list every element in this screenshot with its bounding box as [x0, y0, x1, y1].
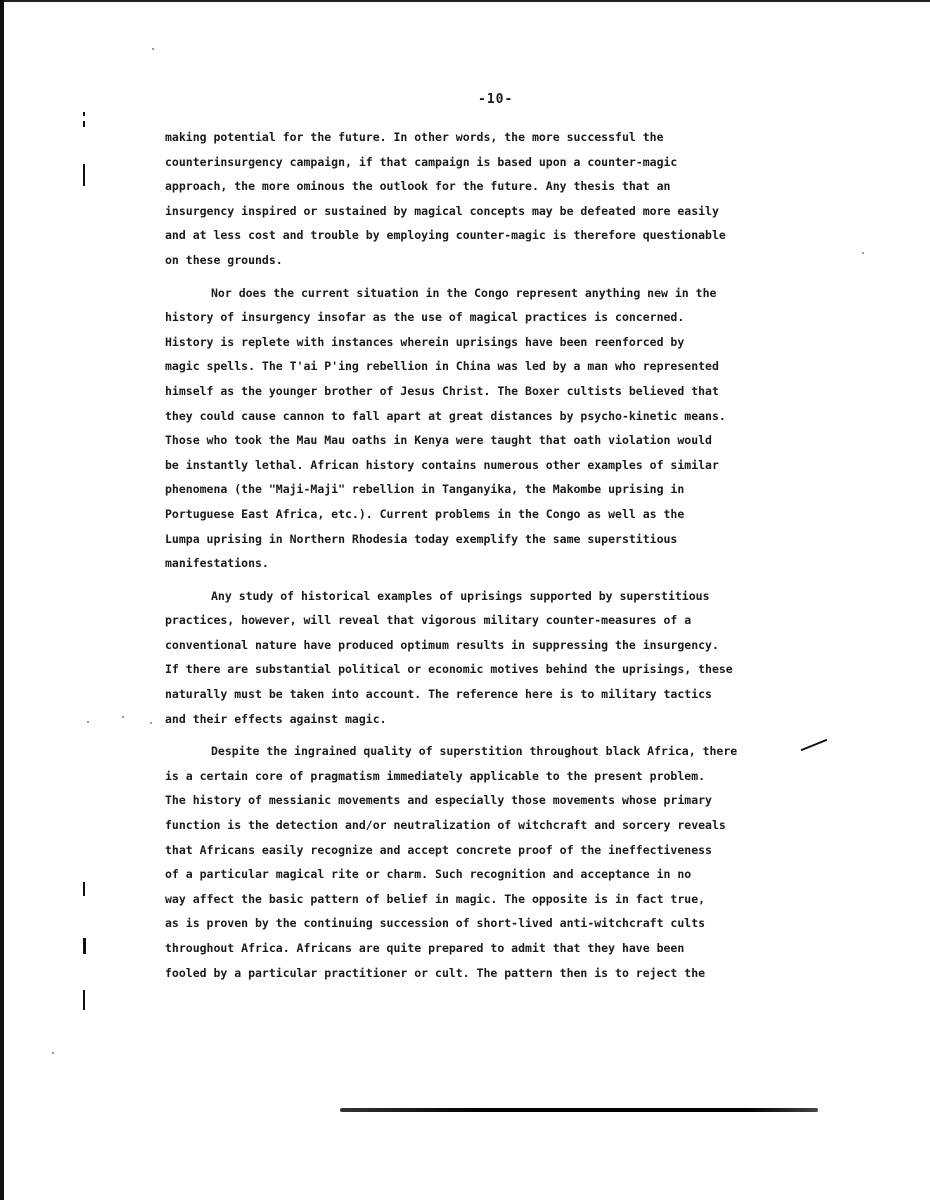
margin-mark — [83, 121, 85, 127]
paragraph-4 — [165, 739, 845, 985]
text-line: making potential for the future. In other words, the more successful the — [165, 130, 664, 144]
text-line: function is the detection and/or neutralization of witchcraft and sorcery reveals — [165, 818, 726, 833]
text-line: conventional nature have produced optimum results in suppressing the insurgency. — [165, 637, 719, 652]
text-line: fooled by a particular practitioner or cult. The pattern then is to reject the — [165, 965, 706, 980]
paragraph-1 — [165, 125, 845, 273]
scan-speck — [862, 252, 864, 254]
text-line: himself as the younger brother of Jesus Christ. The Boxer cultists believed that — [165, 383, 719, 398]
text-line: Despite the ingrained quality of superstition throughout black Africa, there — [211, 744, 738, 759]
text-line: and their effects against magic. — [165, 711, 387, 726]
paragraph-2 — [165, 281, 845, 576]
text-line: that Africans easily recognize and accept concrete proof of the ineffectiveness — [165, 842, 712, 857]
text-line: insurgency inspired or sustained by magical concepts may be defeated more easily — [165, 203, 719, 218]
text-line: is a certain core of pragmatism immediately applicable to the present problem. — [165, 768, 706, 783]
text-line: of a particular magical rite or charm. Such recognition and acceptance in no — [165, 867, 692, 882]
text-line: naturally must be taken into account. The reference here is to military tactics — [165, 687, 712, 702]
text-line: practices, however, will reveal that vigorous military counter-measures of a — [165, 613, 692, 628]
text-line: be instantly lethal. African history contains numerous other examples of similar — [165, 457, 719, 472]
text-line: If there are substantial political or economic motives behind the uprisings, these — [165, 662, 733, 677]
text-line: Any study of historical examples of uprisings supported by superstitious — [211, 588, 710, 603]
margin-mark — [83, 938, 86, 954]
text-line: way affect the basic pattern of belief in magic. The opposite is in fact true, — [165, 891, 706, 906]
text-line: history of insurgency insofar as the use of magical practices is concerned. — [165, 310, 685, 325]
text-line: as is proven by the continuing succession of short-lived anti-witchcraft cults — [165, 916, 706, 931]
text-line: and at less cost and trouble by employing counter-magic is therefore questionable — [165, 228, 726, 243]
text-line: Portuguese East Africa, etc.). Current problems in the Congo as well as the — [165, 506, 685, 521]
page-edge-top — [0, 0, 930, 2]
page-edge-left — [0, 0, 4, 1200]
text-line: Those who took the Mau Mau oaths in Kenya were taught that oath violation would — [165, 433, 712, 448]
text-line: approach, the more ominous the outlook for the future. Any thesis that an — [165, 179, 671, 194]
scan-speck — [122, 716, 124, 718]
bottom-rule-line — [340, 1108, 818, 1112]
scan-speck — [87, 721, 89, 723]
text-line: on these grounds. — [165, 252, 283, 267]
document-body — [165, 125, 845, 993]
scan-speck — [52, 1052, 54, 1054]
margin-mark — [83, 882, 85, 896]
margin-mark — [83, 112, 85, 116]
margin-mark — [83, 164, 85, 186]
page-number: -10- — [478, 92, 514, 107]
text-line: phenomena (the "Maji-Maji" rebellion in Tanganyika, the Makombe uprising in — [165, 482, 685, 497]
text-line: magic spells. The T'ai P'ing rebellion in China was led by a man who represented — [165, 359, 719, 374]
margin-mark — [83, 990, 85, 1010]
text-line: manifestations. — [165, 556, 269, 571]
text-line: The history of messianic movements and especially those movements whose primary — [165, 793, 712, 808]
text-line: throughout Africa. Africans are quite prepared to admit that they have been — [165, 941, 685, 955]
text-line: they could cause cannon to fall apart at great distances by psycho-kinetic means. — [165, 408, 726, 423]
text-line: Nor does the current situation in the Congo represent anything new in the — [211, 285, 717, 300]
text-line: Lumpa uprising in Northern Rhodesia today exemplify the same superstitious — [165, 531, 678, 546]
text-line: counterinsurgency campaign, if that campaign is based upon a counter-magic — [165, 154, 678, 169]
text-line: History is replete with instances wherein uprisings have been reenforced by — [165, 334, 685, 349]
paragraph-3 — [165, 584, 845, 732]
scan-speck — [150, 722, 152, 724]
scan-speck — [152, 48, 154, 50]
